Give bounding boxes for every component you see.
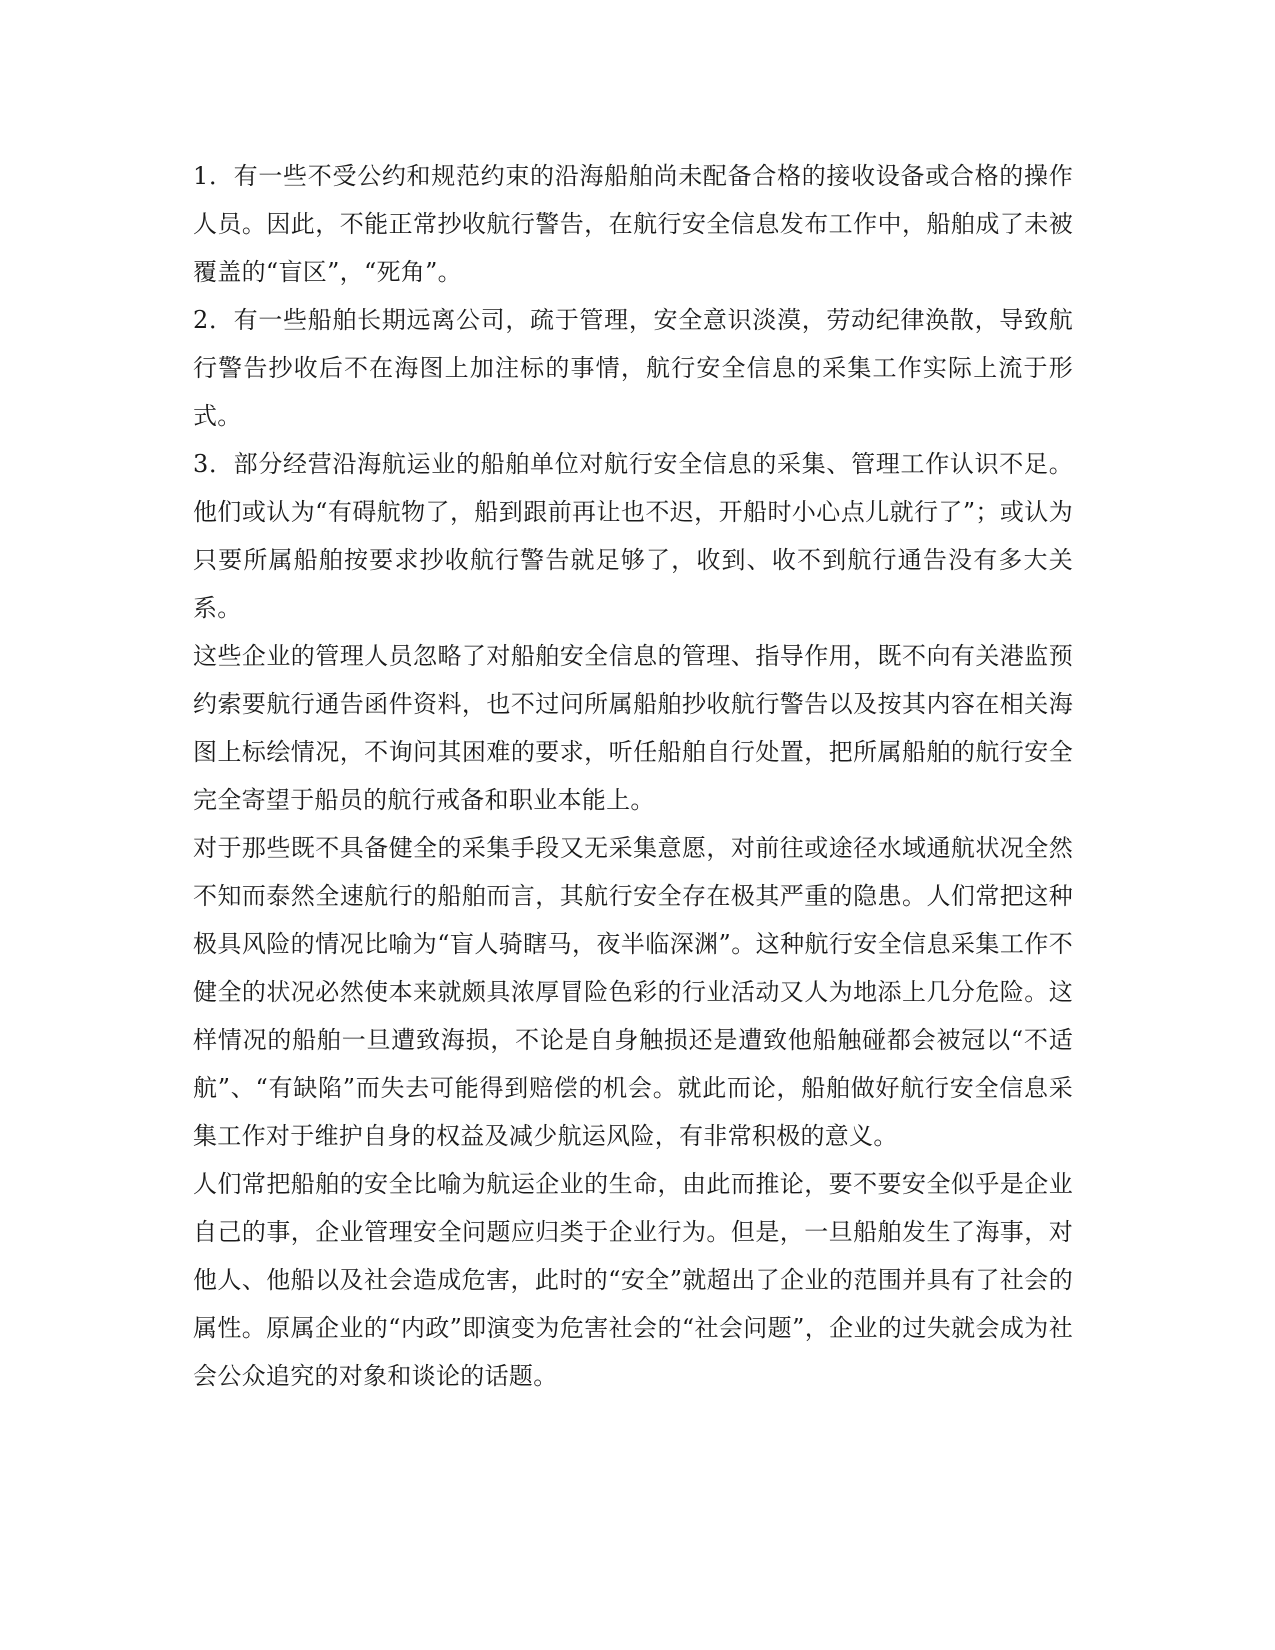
paragraph-item-2: 2．有一些船舶长期远离公司，疏于管理，安全意识淡漠，劳动纪律涣散，导致航行警告抄收后不在海图上加注标的事情，航行安全信息的采集工作实际上流于形式。 <box>193 306 1073 430</box>
paragraph-risk: 对于那些既不具备健全的采集手段又无采集意愿，对前往或途径水域通航状况全然不知而泰然全速航行的船舶而言，其航行安全存在极其严重的隐患。人们常把这种极具风险的情况比喻为“盲人骑瞎马，夜半临深渊”。这种航行安全信息采集工作不健全的状况必然使本来就颇具浓厚冒险色彩的行业活动又人为地添上几分危险。这样情况的船舶一旦遭致海损，不论是自身触损还是遭致他船触碰都会被冠以“不适航”、“有缺陷”而失去可能得到赔偿的机会。就此而论，船舶做好航行安全信息采集工作对于维护自身的权益及减少航运风险，有非常积极的意义。 <box>193 834 1073 1150</box>
document-body <box>193 152 1073 1400</box>
paragraph-item-3: 3．部分经营沿海航运业的船舶单位对航行安全信息的采集、管理工作认识不足。他们或认为“有碍航物了，船到跟前再让也不迟，开船时小心点儿就行了”；或认为只要所属船舶按要求抄收航行警告就足够了，收到、收不到航行通告没有多大关系。 <box>193 450 1073 622</box>
paragraph-item-1: 1．有一些不受公约和规范约束的沿海船舶尚未配备合格的接收设备或合格的操作人员。因此，不能正常抄收航行警告，在航行安全信息发布工作中，船舶成了未被覆盖的“盲区”，“死角”。 <box>193 162 1073 286</box>
paragraph-social: 人们常把船舶的安全比喻为航运企业的生命，由此而推论，要不要安全似乎是企业自己的事，企业管理安全问题应归类于企业行为。但是，一旦船舶发生了海事，对他人、他船以及社会造成危害，此时的“安全”就超出了企业的范围并具有了社会的属性。原属企业的“内政”即演变为危害社会的“社会问题”，企业的过失就会成为社会公众追究的对象和谈论的话题。 <box>193 1170 1073 1390</box>
paragraph-management: 这些企业的管理人员忽略了对船舶安全信息的管理、指导作用，既不向有关港监预约索要航行通告函件资料，也不过问所属船舶抄收航行警告以及按其内容在相关海图上标绘情况，不询问其困难的要求，听任船舶自行处置，把所属船舶的航行安全完全寄望于船员的航行戒备和职业本能上。 <box>193 642 1073 814</box>
